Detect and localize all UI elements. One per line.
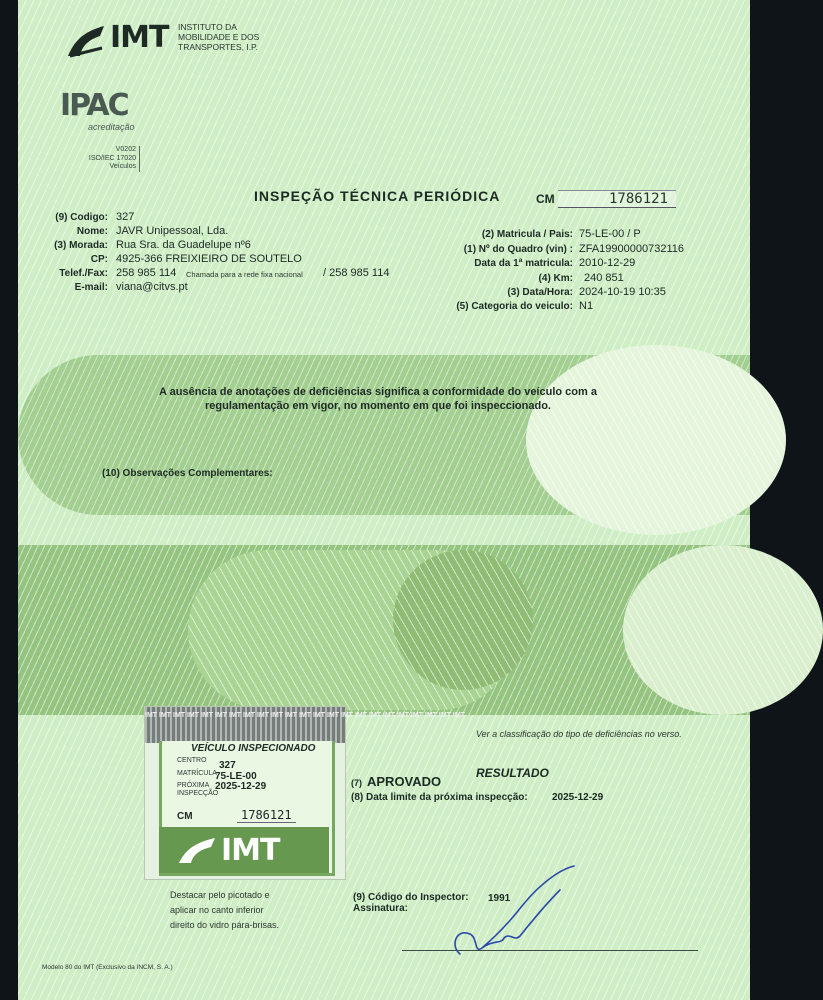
- morada-label: (3) Morada:: [54, 240, 108, 251]
- quadro-value: ZFA19900000732116: [579, 243, 684, 255]
- inspector-codigo-label: (9) Código do Inspector:: [353, 892, 469, 903]
- tel-note: Chamada para a rede fixa nacional: [186, 270, 303, 279]
- sticker-logo-panel: [159, 827, 329, 873]
- matricula-value: 75-LE-00 / P: [579, 228, 641, 240]
- institute-line: TRANSPORTES, I.P.: [178, 42, 258, 52]
- sticker-centro-label: CENTRO: [177, 757, 207, 764]
- sticker-proxima-label-line: INSPECÇÃO: [177, 790, 219, 797]
- data-limite-label: (8) Data limite da próxima inspecção:: [351, 792, 528, 803]
- resultado-title: RESULTADO: [476, 766, 549, 780]
- categoria-value: N1: [579, 300, 594, 312]
- cp-label: CP:: [90, 254, 108, 265]
- security-lens: [526, 345, 786, 535]
- ipac-logo: [60, 88, 150, 138]
- email-value: viana@citvs.pt: [116, 281, 188, 293]
- sticker-proxima: 2025-12-29: [215, 781, 267, 792]
- inspector-codigo: 1991: [488, 893, 511, 904]
- aprovado-value: APROVADO: [367, 774, 442, 789]
- imt-logo-icon: [177, 835, 217, 865]
- codigo-value: 327: [116, 211, 135, 223]
- strip-text: IMT IMT IMT IMT IMT IMT IMT IMT IMT IMT IMT IMT IMT IMT IMT IMT IMT IMT IMT IMT IMT IMT IMT: [145, 712, 465, 719]
- detach-line: direito do vidro pára-brisas.: [170, 920, 280, 930]
- datahora-value: 2024-10-19 10:35: [579, 286, 666, 298]
- matricula-label: (2) Matricula / Pais:: [481, 229, 573, 240]
- data-matricula-label: Data da 1ª matricula:: [474, 258, 573, 269]
- tel-value: 258 985 114: [116, 267, 177, 279]
- sticker-proxima-label-line: PRÓXIMA: [177, 782, 210, 789]
- quadro-label: (1) Nº do Quadro (vin) :: [463, 244, 573, 255]
- sticker-proxima-label: [177, 782, 218, 798]
- datahora-label: (3) Data/Hora:: [507, 287, 573, 298]
- conformity-notice: [118, 385, 638, 413]
- footer-model: Modelo 80 do IMT (Exclusivo da INCM, S. A.): [42, 964, 173, 971]
- sticker-centro: 327: [219, 760, 236, 771]
- accreditation-code: V0202: [115, 146, 136, 153]
- assinatura-label: Assinatura:: [353, 903, 409, 914]
- tel-label: Telef./Fax:: [59, 268, 108, 279]
- detach-instructions: [170, 888, 292, 933]
- sticker-cm-label: CM: [177, 811, 193, 822]
- aprovado-num: (7): [351, 778, 362, 788]
- institute-line: MOBILIDADE E DOS: [178, 32, 260, 42]
- codigo-label: (9) Codigo:: [55, 212, 108, 223]
- nome-label: Nome:: [76, 226, 108, 237]
- sticker-matricula-label: MATRÍCULA: [177, 770, 217, 777]
- categoria-label: (5) Categoria do veiculo:: [456, 301, 573, 312]
- detach-line: aplicar no canto inferior: [170, 905, 264, 915]
- ipac-logo-text: IPAC: [60, 88, 128, 123]
- detach-line: Destacar pelo picotado e: [170, 890, 270, 900]
- sticker-logo-text: IMT: [221, 833, 280, 868]
- morada-value: Rua Sra. da Guadelupe nº6: [116, 239, 251, 251]
- inspection-certificate: [18, 0, 750, 1000]
- institute-line: INSTITUTO DA: [178, 22, 237, 32]
- accreditation-scope: Veículos: [109, 163, 136, 170]
- observacoes-label: (10) Observações Complementares:: [102, 468, 273, 479]
- notice-line: A ausência de anotações de deficiências significa a conformidade do veículo com a: [159, 386, 597, 398]
- cm-label: CM: [536, 192, 555, 206]
- email-label: E-mail:: [74, 282, 108, 293]
- imt-logo-icon: [66, 22, 106, 58]
- ipac-subtitle: acreditação: [88, 122, 135, 132]
- perforated-strip: [145, 707, 465, 743]
- accreditation-standard: ISO/IEC 17020: [88, 154, 136, 162]
- sticker-cm-number: 1786121: [237, 808, 296, 823]
- sticker-title: VEÍCULO INSPECIONADO: [191, 743, 316, 754]
- accreditation-info: [76, 146, 140, 172]
- signature: [448, 862, 608, 962]
- data-matricula-value: 2010-12-29: [579, 257, 636, 269]
- notice-line: regulamentação em vigor, no momento em que foi inspeccionado.: [205, 400, 551, 412]
- sticker-matricula: 75-LE-00: [215, 771, 257, 782]
- km-value: 240 851: [584, 272, 624, 284]
- km-label: (4) Km:: [538, 273, 573, 284]
- imt-logo-text: IMT: [110, 20, 169, 55]
- data-limite-value: 2025-12-29: [552, 792, 604, 803]
- security-lens-3: [393, 550, 533, 690]
- cm-number: 1786121: [558, 190, 676, 208]
- document-title: INSPEÇÃO TÉCNICA PERIÓDICA: [254, 188, 501, 204]
- nome-value: JAVR Unipessoal, Lda.: [116, 225, 229, 237]
- cp-value: 4925-366 FREIXIEIRO DE SOUTELO: [116, 253, 302, 265]
- fax-value: / 258 985 114: [323, 267, 390, 279]
- institute-name: [178, 22, 259, 52]
- security-lens-4: [623, 545, 823, 715]
- ver-verso-note: Ver a classificação do tipo de deficiências no verso.: [476, 729, 682, 739]
